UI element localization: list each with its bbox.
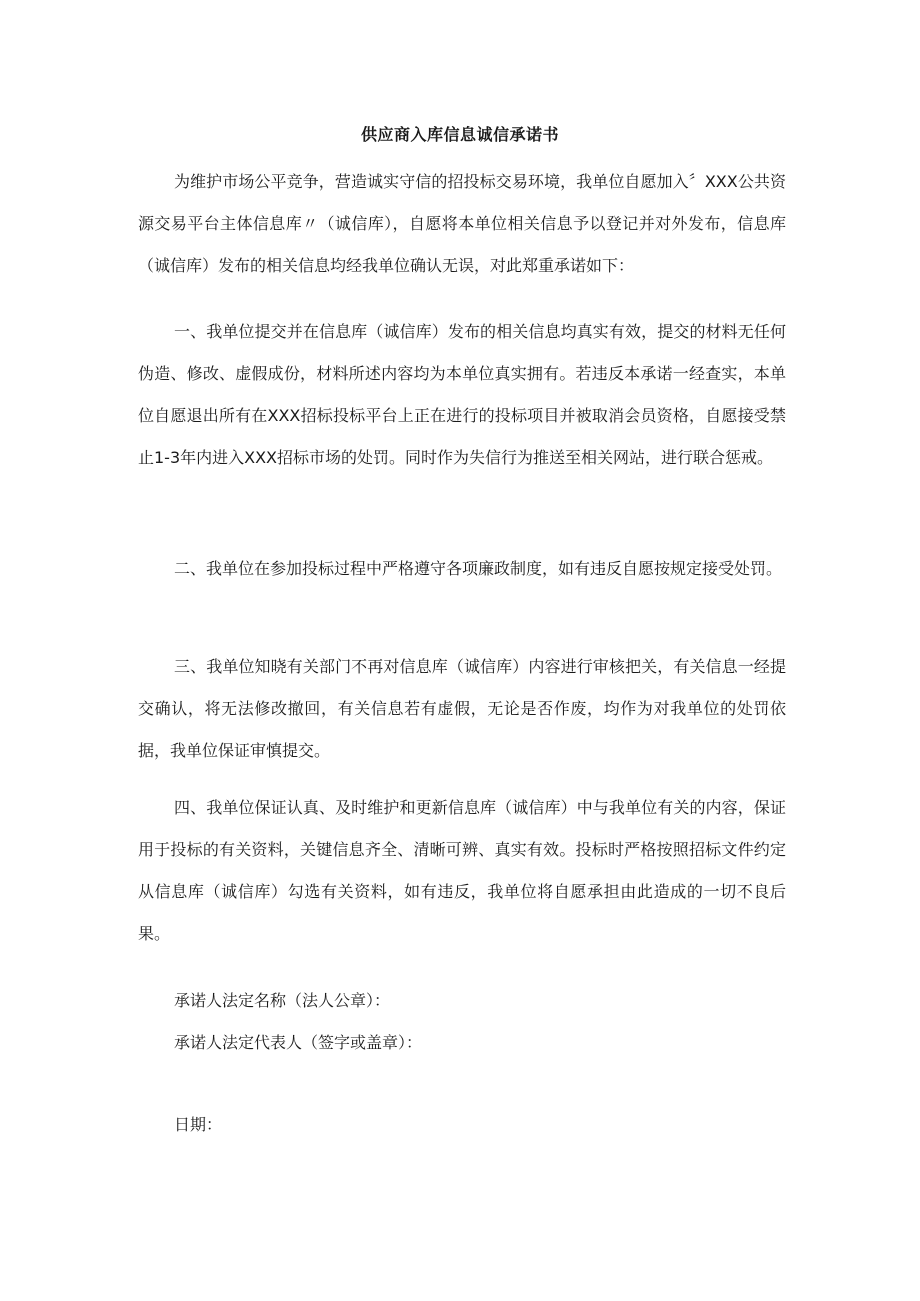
legal-representative-label: 承诺人法定代表人（签字或盖章）：: [174, 1033, 423, 1052]
clause-three-paragraph: 三、我单位知晓有关部门不再对信息库（诚信库）内容进行审核把关，有关信息一经提交确认，将无法修改撤回，有关信息若有虚假，无论是否作废，均作为对我单位的处罚依据，我单位保证审慎提交。: [138, 657, 786, 760]
signatory-name-label: 承诺人法定名称（法人公章）：: [174, 991, 391, 1010]
document-title: 供应商入库信息诚信承诺书: [360, 125, 559, 144]
intro-paragraph: 为维护市场公平竞争，营造诚实守信的招投标交易环境，我单位自愿加入〞XXX公共资源交易平台主体信息库〃（诚信库），自愿将本单位相关信息予以登记并对外发布，信息库（诚信库）发布的相关信息均经我单位确认无误，对此郑重承诺如下：: [138, 172, 786, 275]
date-label: 日期：: [174, 1115, 223, 1134]
clause-two-paragraph: 二、我单位在参加投标过程中严格遵守各项廉政制度，如有违反自愿按规定接受处罚。: [174, 559, 783, 578]
clause-four-paragraph: 四、我单位保证认真、及时维护和更新信息库（诚信库）中与我单位有关的内容，保证用于投标的有关资料，关键信息齐全、清晰可辨、真实有效。投标时严格按照招标文件约定从信息库（诚信库）勾选有关资料，如有违反，我单位将自愿承担由此造成的一切不良后果。: [138, 798, 786, 943]
clause-one-paragraph: 一、我单位提交并在信息库（诚信库）发布的相关信息均真实有效，提交的材料无任何伪造、修改、虚假成份，材料所述内容均为本单位真实拥有。若违反本承诺一经查实，本单位自愿退出所有在XXX招标投标平台上正在进行的投标项目并被取消会员资格，自愿接受禁止1-3年内进入XXX招标市场的处罚。同时作为失信行为推送至相关网站，进行联合惩戒。: [138, 322, 786, 467]
